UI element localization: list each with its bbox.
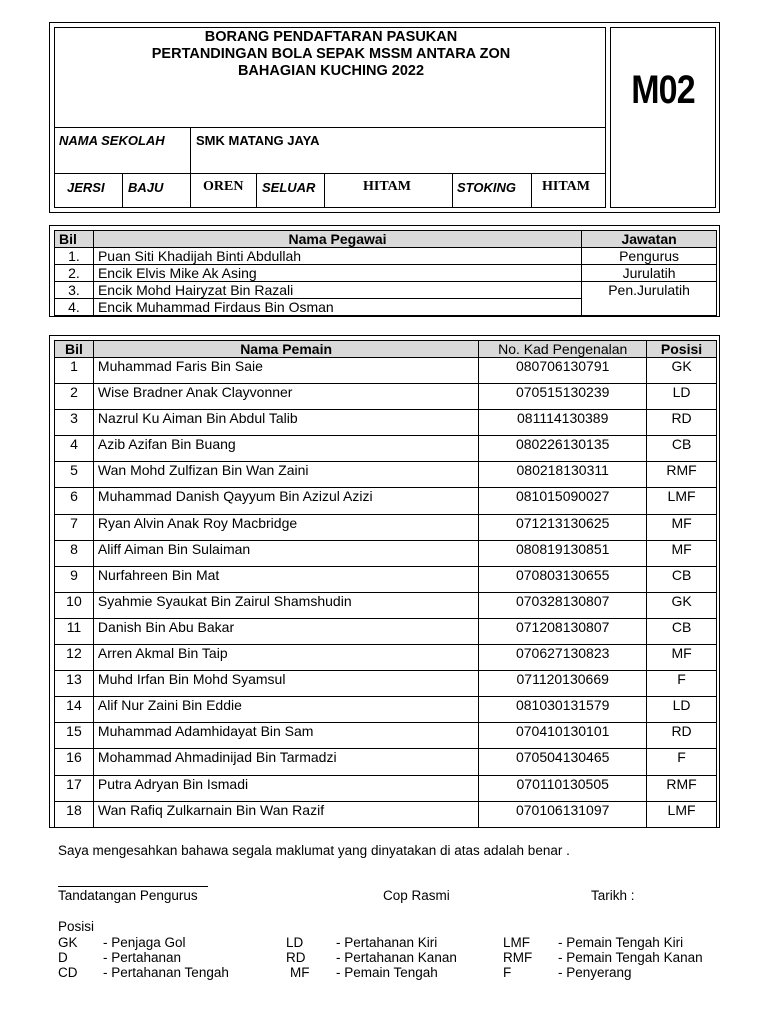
table-header-row	[55, 341, 717, 358]
shirt-value: OREN	[203, 179, 244, 194]
player-ic: 080706130791	[479, 358, 647, 384]
player-ic: 080226130135	[479, 436, 647, 462]
column-header: Nama Pegawai	[93, 231, 581, 248]
player-name: Mohammad Ahmadinijad Bin Tarmadzi	[93, 749, 478, 775]
player-bil: 7	[55, 514, 94, 540]
date-label: Tarikh :	[591, 888, 635, 903]
table-row	[55, 248, 717, 265]
player-bil: 17	[55, 775, 94, 801]
table-row	[55, 775, 717, 801]
table-row	[55, 645, 717, 671]
table-row	[55, 488, 717, 514]
divider	[190, 173, 191, 207]
signature-label: Tandatangan Pengurus	[58, 888, 198, 903]
table-row	[55, 723, 717, 749]
table-row	[55, 671, 717, 697]
player-rows	[55, 358, 717, 828]
player-bil: 3	[55, 410, 94, 436]
player-position: CB	[647, 566, 717, 592]
player-ic: 070328130807	[479, 592, 647, 618]
staff-role: Pen.Jurulatih	[582, 282, 717, 299]
form-title	[55, 29, 607, 80]
socks-value: HITAM	[542, 179, 590, 194]
player-position: GK	[647, 592, 717, 618]
divider	[190, 127, 191, 173]
player-bil: 14	[55, 697, 94, 723]
player-position: F	[647, 671, 717, 697]
staff-name: Encik Elvis Mike Ak Asing	[93, 265, 581, 282]
staff-name: Encik Mohd Hairyzat Bin Razali	[93, 282, 581, 299]
table-row	[55, 801, 717, 827]
player-name: Danish Bin Abu Bakar	[93, 618, 478, 644]
divider	[452, 173, 453, 207]
player-position: MF	[647, 645, 717, 671]
legend-code: LD	[286, 935, 304, 950]
player-position: MF	[647, 514, 717, 540]
player-position: RMF	[647, 775, 717, 801]
shorts-label: SELUAR	[262, 180, 316, 195]
player-position: RMF	[647, 462, 717, 488]
player-bil: 18	[55, 801, 94, 827]
player-ic: 070110130505	[479, 775, 647, 801]
table-row	[55, 514, 717, 540]
player-name: Muhammad Adamhidayat Bin Sam	[93, 723, 478, 749]
player-bil: 1	[55, 358, 94, 384]
column-header: No. Kad Pengenalan	[479, 341, 647, 358]
legend-desc: - Pertahanan Kiri	[336, 935, 438, 950]
staff-role: Pengurus	[582, 248, 717, 265]
player-position: CB	[647, 618, 717, 644]
player-bil: 4	[55, 436, 94, 462]
divider	[55, 173, 605, 174]
player-bil: 5	[55, 462, 94, 488]
player-bil: 8	[55, 540, 94, 566]
title-line-1: BORANG PENDAFTARAN PASUKAN	[204, 29, 458, 45]
table-row	[55, 697, 717, 723]
staff-bil: 3.	[55, 282, 94, 299]
jersey-label: JERSI	[67, 180, 105, 195]
player-bil: 15	[55, 723, 94, 749]
table-row	[55, 540, 717, 566]
table-row	[55, 566, 717, 592]
title-line-3: BAHAGIAN KUCHING 2022	[237, 63, 425, 79]
table-row	[55, 618, 717, 644]
legend-desc: - Penjaga Gol	[103, 935, 186, 950]
legend-code: RD	[286, 950, 306, 965]
player-position: RD	[647, 723, 717, 749]
player-position: LMF	[647, 488, 717, 514]
staff-bil: 1.	[55, 248, 94, 265]
player-name: Syahmie Syaukat Bin Zairul Shamshudin	[93, 592, 478, 618]
player-ic: 071120130669	[479, 671, 647, 697]
signature-line	[58, 886, 208, 887]
player-ic: 070410130101	[479, 723, 647, 749]
socks-label: STOKING	[457, 180, 516, 195]
table-row	[55, 410, 717, 436]
stamp-label: Cop Rasmi	[383, 888, 450, 903]
divider	[324, 173, 325, 207]
shorts-value: HITAM	[363, 179, 411, 194]
legend-desc: - Pemain Tengah	[336, 965, 438, 980]
player-bil: 10	[55, 592, 94, 618]
legend-code: GK	[58, 935, 78, 950]
legend-code: RMF	[503, 950, 533, 965]
player-name: Muhd Irfan Bin Mohd Syamsul	[93, 671, 478, 697]
player-ic: 080819130851	[479, 540, 647, 566]
school-label: NAMA SEKOLAH	[59, 133, 165, 148]
staff-table	[54, 230, 717, 316]
table-row	[55, 358, 717, 384]
form-code: M02	[631, 68, 695, 112]
player-ic: 081114130389	[479, 410, 647, 436]
player-bil: 16	[55, 749, 94, 775]
legend-title: Posisi	[58, 919, 95, 934]
staff-name: Puan Siti Khadijah Binti Abdullah	[93, 248, 581, 265]
table-header-row	[55, 231, 717, 248]
player-name: Aliff Aiman Bin Sulaiman	[93, 540, 478, 566]
declaration-text: Saya mengesahkan bahawa segala maklumat yang dinyatakan di atas adalah benar .	[58, 843, 570, 858]
staff-bil: 4.	[55, 299, 94, 316]
player-position: MF	[647, 540, 717, 566]
legend-desc: - Penyerang	[558, 965, 632, 980]
legend-code: F	[503, 965, 512, 980]
player-bil: 11	[55, 618, 94, 644]
table-row	[55, 384, 717, 410]
player-position: GK	[647, 358, 717, 384]
table-row	[55, 282, 717, 299]
player-name: Alif Nur Zaini Bin Eddie	[93, 697, 478, 723]
legend-code: CD	[58, 965, 78, 980]
header-form	[54, 27, 606, 208]
table-row	[55, 265, 717, 282]
legend-desc: - Pemain Tengah Kanan	[558, 950, 703, 965]
school-value: SMK MATANG JAYA	[196, 133, 320, 148]
shirt-label: BAJU	[128, 180, 164, 195]
player-name: Arren Akmal Bin Taip	[93, 645, 478, 671]
player-name: Muhammad Faris Bin Saie	[93, 358, 478, 384]
legend-code: LMF	[503, 935, 530, 950]
player-name: Wise Bradner Anak Clayvonner	[93, 384, 478, 410]
divider	[531, 173, 532, 207]
player-bil: 9	[55, 566, 94, 592]
player-name: Wan Rafiq Zulkarnain Bin Wan Razif	[93, 801, 478, 827]
column-header: Posisi	[647, 341, 717, 358]
player-bil: 12	[55, 645, 94, 671]
player-name: Ryan Alvin Anak Roy Macbridge	[93, 514, 478, 540]
column-header: Bil	[55, 341, 94, 358]
player-ic: 070504130465	[479, 749, 647, 775]
divider	[122, 173, 123, 207]
table-row	[55, 749, 717, 775]
player-ic: 071213130625	[479, 514, 647, 540]
player-name: Nurfahreen Bin Mat	[93, 566, 478, 592]
player-position: LMF	[647, 801, 717, 827]
table-row	[55, 299, 717, 316]
title-line-2: PERTANDINGAN BOLA SEPAK MSSM ANTARA ZON	[151, 46, 511, 62]
player-bil: 6	[55, 488, 94, 514]
column-header: Bil	[55, 231, 94, 248]
player-ic: 071208130807	[479, 618, 647, 644]
column-header: Jawatan	[582, 231, 717, 248]
table-row	[55, 592, 717, 618]
player-name: Putra Adryan Bin Ismadi	[93, 775, 478, 801]
player-position: RD	[647, 410, 717, 436]
table-row	[55, 436, 717, 462]
legend-desc: - Pemain Tengah Kiri	[558, 935, 684, 950]
player-position: LD	[647, 697, 717, 723]
player-ic: 081015090027	[479, 488, 647, 514]
legend-code: MF	[290, 965, 310, 980]
player-ic: 070803130655	[479, 566, 647, 592]
player-ic: 081030131579	[479, 697, 647, 723]
player-ic: 070515130239	[479, 384, 647, 410]
legend-desc: - Pertahanan Kanan	[336, 950, 457, 965]
staff-role: Jurulatih	[582, 265, 717, 282]
table-row	[55, 462, 717, 488]
staff-name: Encik Muhammad Firdaus Bin Osman	[93, 299, 581, 316]
player-table	[54, 340, 717, 828]
player-bil: 13	[55, 671, 94, 697]
player-name: Muhammad Danish Qayyum Bin Azizul Azizi	[93, 488, 478, 514]
legend-desc: - Pertahanan Tengah	[103, 965, 229, 980]
player-bil: 2	[55, 384, 94, 410]
player-name: Wan Mohd Zulfizan Bin Wan Zaini	[93, 462, 478, 488]
player-position: LD	[647, 384, 717, 410]
player-name: Nazrul Ku Aiman Bin Abdul Talib	[93, 410, 478, 436]
divider	[256, 173, 257, 207]
player-position: CB	[647, 436, 717, 462]
legend-code: D	[58, 950, 68, 965]
player-ic: 070106131097	[479, 801, 647, 827]
column-header: Nama Pemain	[93, 341, 478, 358]
code-box	[610, 27, 716, 208]
divider	[55, 127, 605, 128]
legend-desc: - Pertahanan	[103, 950, 182, 965]
staff-bil: 2.	[55, 265, 94, 282]
player-name: Azib Azifan Bin Buang	[93, 436, 478, 462]
player-ic: 080218130311	[479, 462, 647, 488]
player-ic: 070627130823	[479, 645, 647, 671]
staff-role	[582, 299, 717, 316]
player-position: F	[647, 749, 717, 775]
